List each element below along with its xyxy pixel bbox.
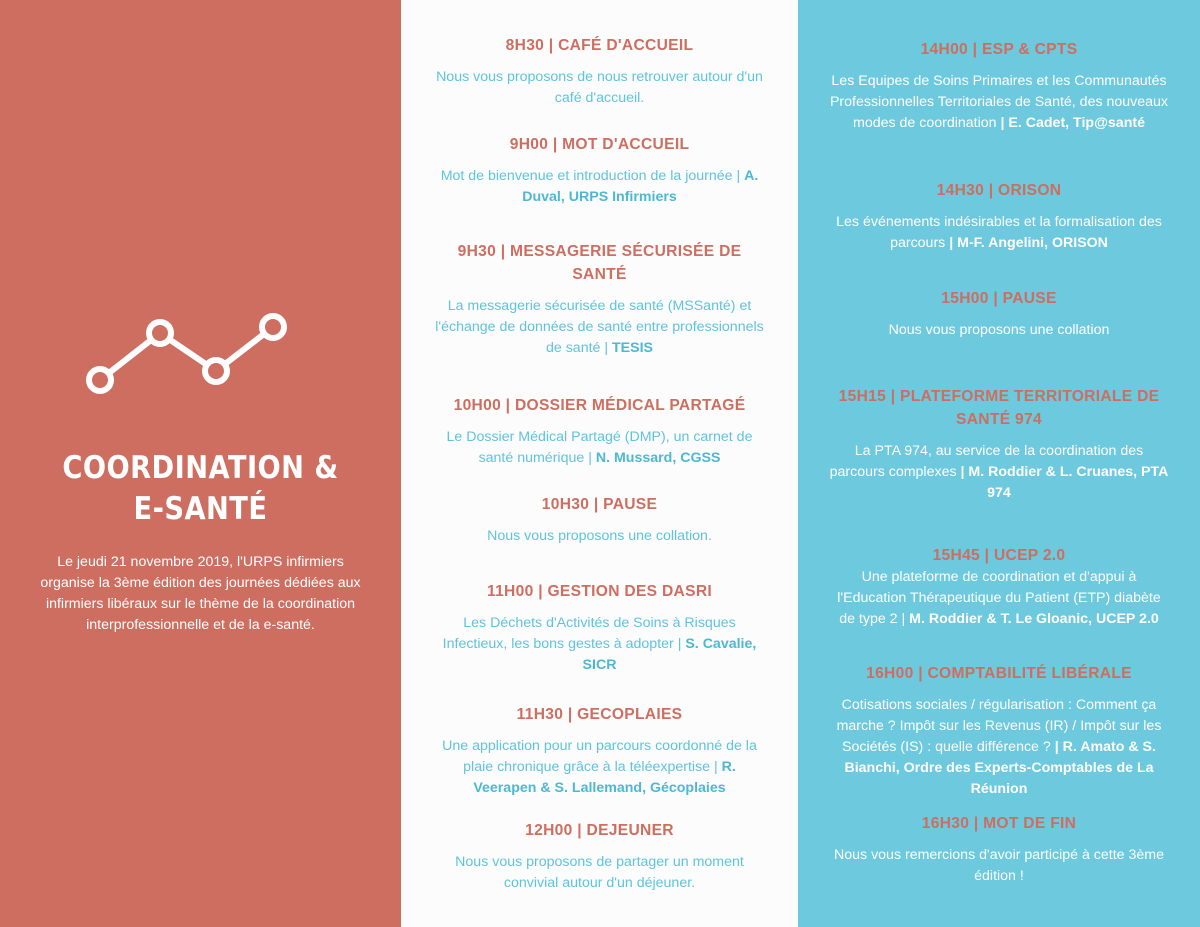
title-line-1: COORDINATION &: [62, 450, 339, 486]
page-title: [24, 448, 377, 530]
item-heading: 11H30 | GECOPLAIES: [516, 706, 683, 723]
item-speaker: N. Mussard, CGSS: [595, 450, 721, 466]
item-heading: 9H30 | MESSAGERIE SÉCURISÉE DE SANTÉ: [457, 243, 742, 283]
item-text: Nous vous proposons de nous retrouver autour d'un café d'accueil.: [436, 69, 763, 106]
item-heading: 12H00 | DEJEUNER: [525, 822, 674, 839]
schedule-item: [431, 394, 768, 469]
item-text: Une plateforme de coordination et d'appui à l'Education Thérapeutique du Patient (ETP) diabète de type 2 | M. Roddier & T. Le Gloanic, UCEP 2.0: [837, 569, 1161, 627]
item-speaker: S. Cavalie, SICR: [582, 636, 757, 673]
item-text: Nous vous proposons de partager un moment convivial autour d'un déjeuner.: [455, 854, 744, 891]
schedule-item: [431, 133, 768, 208]
schedule-item: [828, 179, 1170, 254]
item-heading: 15H45 | UCEP 2.0: [932, 547, 1066, 564]
schedule-item: [431, 703, 768, 799]
afternoon-schedule: [798, 0, 1200, 927]
item-text: La PTA 974, au service de la coordination des parcours complexes | M. Roddier & L. Cruanes, PTA 974: [829, 443, 1169, 501]
item-text: Les Equipes de Soins Primaires et les Communautés Professionnelles Territoriales de Santé, des nouveaux modes de coordination | E. Cadet, Tip@santé: [829, 73, 1169, 131]
item-text: Nous vous remercions d'avoir participé à cette 3ème édition !: [834, 847, 1164, 884]
trend-line-icon: [80, 305, 296, 401]
item-heading: 9H00 | MOT D'ACCUEIL: [509, 136, 690, 153]
item-speaker: | M. Roddier & L. Cruanes, PTA 974: [960, 464, 1169, 501]
item-heading: 16H30 | MOT DE FIN: [921, 815, 1077, 832]
item-heading: 10H30 | PAUSE: [541, 496, 658, 513]
item-heading: 15H00 | PAUSE: [941, 290, 1057, 307]
item-heading: 15H15 | PLATEFORME TERRITORIALE DE SANTÉ 974: [838, 388, 1160, 428]
item-speaker: | R. Amato & S. Bianchi, Ordre des Experts-Comptables de La Réunion: [844, 739, 1156, 797]
schedule-item: [828, 812, 1170, 887]
item-text: Nous vous proposons une collation.: [487, 528, 712, 544]
schedule-item: [431, 819, 768, 894]
title-line-2: E-SANTÉ: [133, 491, 268, 527]
item-text: Cotisations sociales / régularisation : Comment ça marche ? Impôt sur les Revenus (IR) / Impôt sur les Sociétés (IS) : quelle différence ? | R. Amato & S. Bianchi, Ordre des Experts-Comptables de La Réunion: [836, 697, 1162, 797]
item-text: Nous vous proposons une collation: [888, 322, 1110, 338]
schedule-item: [828, 662, 1170, 800]
item-heading: 14H30 | ORISON: [936, 182, 1062, 199]
schedule-item: [431, 580, 768, 676]
schedule-item: [828, 38, 1170, 134]
left-panel: [0, 0, 401, 927]
schedule-item: [431, 34, 768, 109]
item-text: Mot de bienvenue et introduction de la journée | A. Duval, URPS Infirmiers: [440, 168, 759, 205]
schedule-item: [431, 493, 768, 547]
schedule-item: [828, 544, 1170, 630]
item-speaker: R. Veerapen & S. Lallemand, Gécoplaies: [473, 759, 736, 796]
item-text: Les Déchets d'Activités de Soins à Risques Infectieux, les bons gestes à adopter | S. Cavalie, SICR: [442, 615, 757, 673]
item-text: La messagerie sécurisée de santé (MSSanté) et l'échange de données de santé entre professionnels de santé | TESIS: [435, 298, 764, 356]
item-speaker: M. Roddier & T. Le Gloanic, UCEP 2.0: [909, 611, 1159, 627]
item-speaker: | E. Cadet, Tip@santé: [1000, 115, 1145, 131]
item-heading: 11H00 | GESTION DES DASRI: [486, 583, 713, 600]
schedule-item: [828, 385, 1170, 504]
item-speaker: TESIS: [612, 340, 653, 356]
item-heading: 8H30 | CAFÉ D'ACCUEIL: [505, 37, 694, 54]
intro-text: Le jeudi 21 novembre 2019, l'URPS infirmiers organise la 3ème édition des journées dédiées aux infirmiers libéraux sur le thème de la coordination interprofessionnelle et de la e-santé.: [40, 554, 361, 633]
item-heading: 16H00 | COMPTABILITÉ LIBÉRALE: [866, 665, 1132, 682]
item-speaker: A. Duval, URPS Infirmiers: [522, 168, 759, 205]
item-speaker: | M-F. Angelini, ORISON: [949, 235, 1108, 251]
item-text: Le Dossier Médical Partagé (DMP), un carnet de santé numérique | N. Mussard, CGSS: [446, 429, 753, 466]
item-heading: 10H00 | DOSSIER MÉDICAL PARTAGÉ: [453, 397, 746, 414]
morning-schedule: [401, 0, 798, 927]
item-heading: 14H00 | ESP & CPTS: [920, 41, 1078, 58]
item-text: Une application pour un parcours coordonné de la plaie chronique grâce à la téléexpertise | R. Veerapen & S. Lallemand, Gécoplaies: [442, 738, 757, 796]
schedule-item: [431, 240, 768, 359]
schedule-item: [828, 287, 1170, 341]
item-text: Les événements indésirables et la formalisation des parcours | M-F. Angelini, ORISON: [836, 214, 1162, 251]
